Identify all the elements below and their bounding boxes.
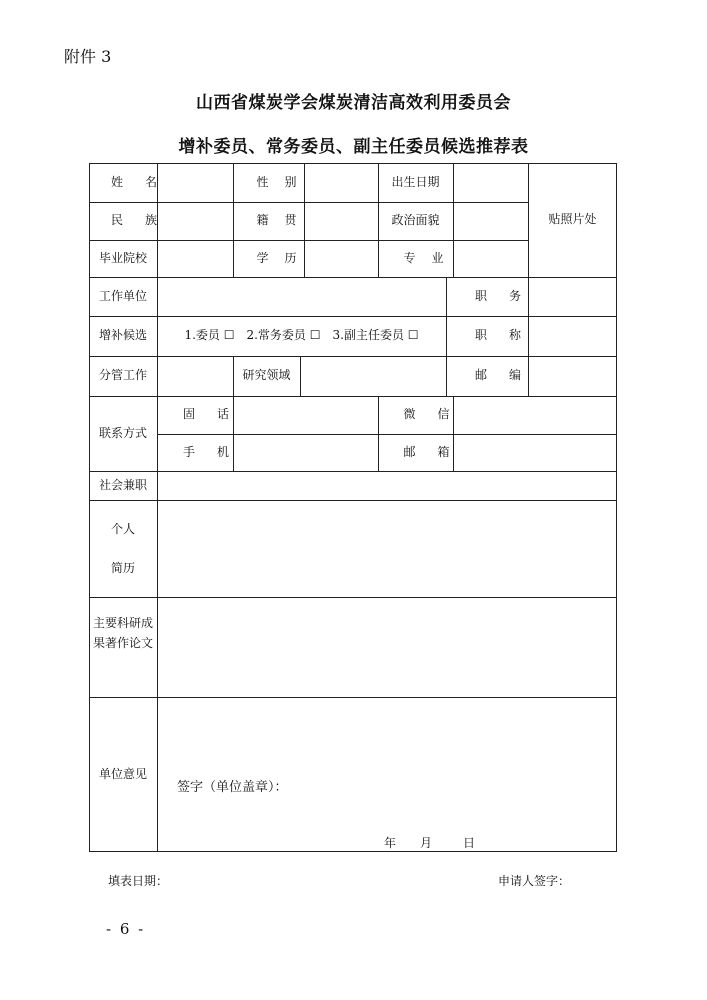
- page-number: - 6 -: [106, 920, 146, 938]
- label-school: 毕业院校: [98, 250, 147, 265]
- resume-field[interactable]: [157, 500, 617, 597]
- achievements-field[interactable]: [157, 597, 617, 697]
- photo-placeholder[interactable]: 贴照片处: [548, 212, 597, 227]
- label-title: 职称: [474, 328, 543, 343]
- label-native-place: 籍贯: [256, 213, 313, 228]
- signature-label: 签字（单位盖章）：: [177, 780, 288, 795]
- label-position: 职务: [474, 288, 543, 303]
- label-birth-date: 出生日期: [391, 174, 440, 189]
- school-field[interactable]: [157, 240, 233, 277]
- research-field-input[interactable]: [300, 356, 446, 396]
- education-field[interactable]: [304, 240, 378, 277]
- label-resume: [89, 500, 157, 597]
- title-field[interactable]: [528, 316, 617, 356]
- label-managed-work: 分管工作: [98, 368, 147, 383]
- applicant-signature-label: 申请人签字：: [498, 874, 571, 888]
- form-title-line2: 增补委员、常务委员、副主任委员候选推荐表: [178, 137, 529, 157]
- fill-date-label: 填表日期：: [108, 874, 169, 888]
- managed-work-field[interactable]: [157, 356, 233, 396]
- position-field[interactable]: [528, 277, 617, 316]
- label-education: 学历: [256, 250, 313, 265]
- wechat-field[interactable]: [453, 396, 617, 434]
- label-email: 邮箱: [403, 444, 472, 459]
- label-major: 专业: [403, 250, 460, 265]
- birth-date-field[interactable]: [453, 163, 528, 202]
- label-mobile: 手机: [182, 444, 251, 459]
- label-gender: 性别: [256, 174, 313, 189]
- label-candidate: 增补候选: [98, 328, 147, 343]
- label-contact: 联系方式: [98, 425, 147, 440]
- label-achievements: [89, 597, 157, 697]
- label-unit-opinion: 单位意见: [98, 766, 147, 781]
- date-day-label: 日: [463, 836, 476, 850]
- social-posts-field[interactable]: [157, 471, 617, 500]
- label-ethnicity: 民族: [111, 213, 180, 228]
- label-name: 姓名: [111, 174, 180, 189]
- label-political-status: 政治面貌: [391, 213, 440, 228]
- label-postcode: 邮编: [474, 368, 543, 383]
- label-social-posts: 社会兼职: [98, 477, 147, 492]
- unit-opinion-field[interactable]: [157, 697, 617, 852]
- attachment-label: 附件 3: [64, 47, 112, 66]
- postcode-field[interactable]: [528, 356, 617, 396]
- date-month-label: 月: [420, 836, 433, 850]
- label-work-unit: 工作单位: [98, 288, 147, 303]
- email-field[interactable]: [453, 434, 617, 471]
- mobile-field[interactable]: [233, 434, 378, 471]
- landline-field[interactable]: [233, 396, 378, 434]
- name-field[interactable]: [157, 163, 233, 202]
- native-place-field[interactable]: [304, 202, 378, 240]
- work-unit-field[interactable]: [157, 277, 446, 316]
- candidate-options[interactable]: 1.委员 ☐ 2.常务委员 ☐ 3.副主任委员 ☐: [184, 328, 419, 343]
- form-title-line1: 山西省煤炭学会煤炭清洁高效利用委员会: [196, 93, 511, 113]
- date-year-label: 年: [384, 836, 397, 850]
- ethnicity-field[interactable]: [157, 202, 233, 240]
- label-wechat: 微信: [403, 407, 472, 422]
- label-resume-line1: 个人: [110, 522, 135, 536]
- gender-field[interactable]: [304, 163, 378, 202]
- label-research-field: 研究领域: [242, 368, 291, 383]
- label-achievements-line2: 果著作论文: [92, 636, 153, 651]
- label-achievements-line1: 主要科研成: [92, 616, 153, 630]
- label-landline: 固话: [182, 407, 251, 422]
- label-resume-line2: 简历: [110, 561, 135, 575]
- political-status-field[interactable]: [453, 202, 528, 240]
- major-field[interactable]: [453, 240, 528, 277]
